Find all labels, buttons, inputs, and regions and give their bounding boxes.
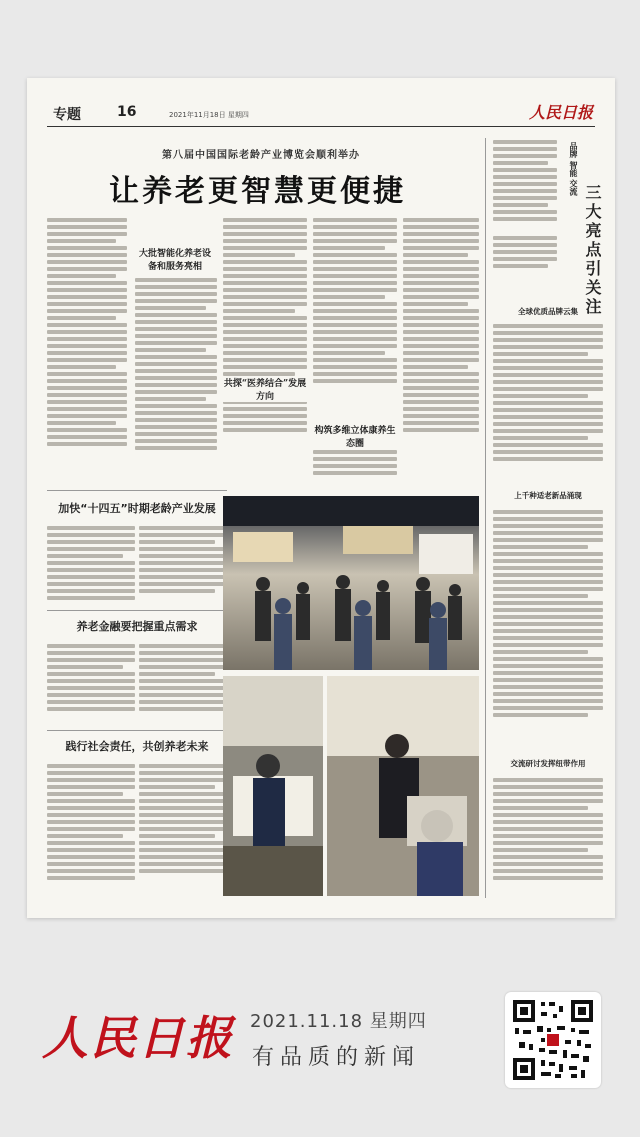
text-block [47, 764, 135, 896]
text-block [135, 278, 217, 468]
text-block [47, 218, 127, 458]
page-header [47, 102, 595, 127]
main-headline: 让养老更智慧更便捷 [109, 174, 406, 209]
section-rule [47, 730, 227, 731]
section-rule [47, 490, 227, 491]
vertical-subtitle: 品牌 智能 交流 [569, 142, 579, 196]
exhibition-hall-photo [223, 496, 479, 670]
text-block [493, 324, 603, 476]
text-block [139, 764, 227, 896]
text-block [139, 526, 227, 608]
text-block [493, 236, 557, 276]
text-block [223, 218, 307, 468]
section-title: 践行社会责任，共创养老未来 [65, 740, 209, 753]
section-title: 全球优质品牌云集 [518, 307, 578, 316]
headline-kicker: 第八届中国国际老龄产业博览会顺利举办 [162, 150, 360, 161]
section-label: 专题 [53, 107, 81, 123]
section-title: 大批智能化养老设备和服务亮相 [138, 249, 211, 272]
newspaper-page [27, 78, 615, 918]
footer-logo: 人民日报 [42, 1011, 234, 1065]
visitor-photo [223, 676, 323, 896]
text-block [47, 526, 135, 608]
section-title: 上千种适老新品涌现 [514, 491, 582, 500]
qr-code-icon[interactable] [505, 992, 601, 1088]
section-rule [47, 610, 227, 611]
masthead-logo: 人民日报 [528, 103, 593, 122]
column-divider [485, 138, 486, 898]
page-number: 16 [117, 104, 137, 120]
text-block [139, 644, 227, 726]
text-block [313, 218, 397, 418]
elderly-user-photo [327, 676, 479, 896]
section-title: 养老金融要把握重点需求 [76, 620, 198, 633]
text-block [493, 510, 603, 750]
text-block [493, 140, 557, 232]
footer-slogan: 有品质的新闻 [252, 1045, 421, 1070]
section-title: 交流研讨发挥纽带作用 [510, 759, 586, 768]
section-title: 共探“医养结合”发展方向 [223, 376, 307, 402]
text-block [403, 218, 479, 468]
section-title: 加快“十四五”时期老龄产业发展 [58, 502, 216, 515]
text-block [493, 778, 603, 898]
text-block [47, 644, 135, 726]
section-title: 构筑多维立体康养生态圈 [314, 426, 396, 449]
footer-date: 2021.11.18 星期四 [250, 1011, 427, 1032]
text-block [313, 450, 397, 480]
vertical-title: 三大亮点引关注 [583, 184, 602, 317]
date-line: 2021年11月18日 星期四 [169, 111, 249, 119]
